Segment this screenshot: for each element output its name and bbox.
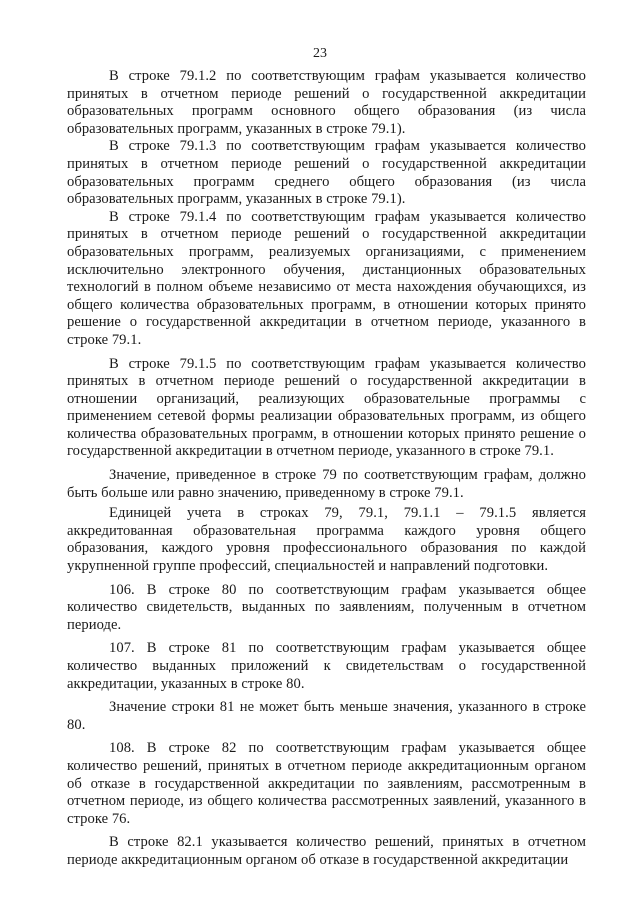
paragraph-107: 107. В строке 81 по соответствующим графам указывается общее количество выданных приложений к свидетельствам о государственной аккредитации, указанных в строке 80.	[67, 640, 586, 692]
paragraph-106: 106. В строке 80 по соответствующим графам указывается общее количество свидетельств, выданных по заявлениям, полученным в отчетном периоде.	[67, 581, 586, 633]
page-number: 23	[313, 46, 327, 61]
paragraph-79-1-2: В строке 79.1.2 по соответствующим графам указывается количество принятых в отчетном периоде решений о государственной аккредитации образовательных программ основного общего образования (из числа образовательных программ, указанных в строке 79.1).	[67, 68, 586, 137]
paragraph-108: 108. В строке 82 по соответствующим графам указывается общее количество решений, принятых в отчетном периоде аккредитационным органом об отказе в государственной аккредитации по заявлениям, рассмотренным в отчетном периоде, из общего количества рассмотренных заявлений, указанного в строке 76.	[67, 740, 586, 827]
paragraph-79-1-4: В строке 79.1.4 по соответствующим графам указывается количество принятых в отчетном периоде решений о государственной аккредитации образовательных программ, реализуемых организациями, с применением исключительно электронного обучения, дистанционных образовательных технологий в полном объеме независимо от места нахождения обучающихся, из общего количества образовательных программ, в отношении которых принято решение о государственной аккредитации в отчетном периоде, указанного в строке 79.1.	[67, 208, 586, 348]
paragraph-79-1-5: В строке 79.1.5 по соответствующим графам указывается количество принятых в отчетном периоде решений о государственной аккредитации в отношении организаций, реализующих образовательные программы с применением сетевой формы реализации образовательных программ, из общего количества образовательных программ, в отношении которых принято решение о государственной аккредитации в отчетном периоде, указанного в строке 79.1.	[67, 355, 586, 460]
paragraph-value-79: Значение, приведенное в строке 79 по соответствующим графам, должно быть больше или равно значению, приведенному в строке 79.1.	[67, 467, 586, 501]
paragraph-value-81: Значение строки 81 не может быть меньше значения, указанного в строке 80.	[67, 699, 586, 733]
document-body	[67, 68, 586, 870]
paragraph-82-1: В строке 82.1 указывается количество решений, принятых в отчетном периоде аккредитационным органом об отказе в государственной аккредитации	[67, 834, 586, 868]
paragraph-unit-of-account: Единицей учета в строках 79, 79.1, 79.1.1 – 79.1.5 является аккредитованная образовательная программа каждого уровня общего образования, каждого уровня профессионального образования по каждой укрупненной группе профессий, специальностей и направлений подготовки.	[67, 505, 586, 575]
paragraph-79-1-3: В строке 79.1.3 по соответствующим графам указывается количество принятых в отчетном периоде решений о государственной аккредитации образовательных программ среднего общего образования (из числа образовательных программ, указанных в строке 79.1).	[67, 138, 586, 208]
